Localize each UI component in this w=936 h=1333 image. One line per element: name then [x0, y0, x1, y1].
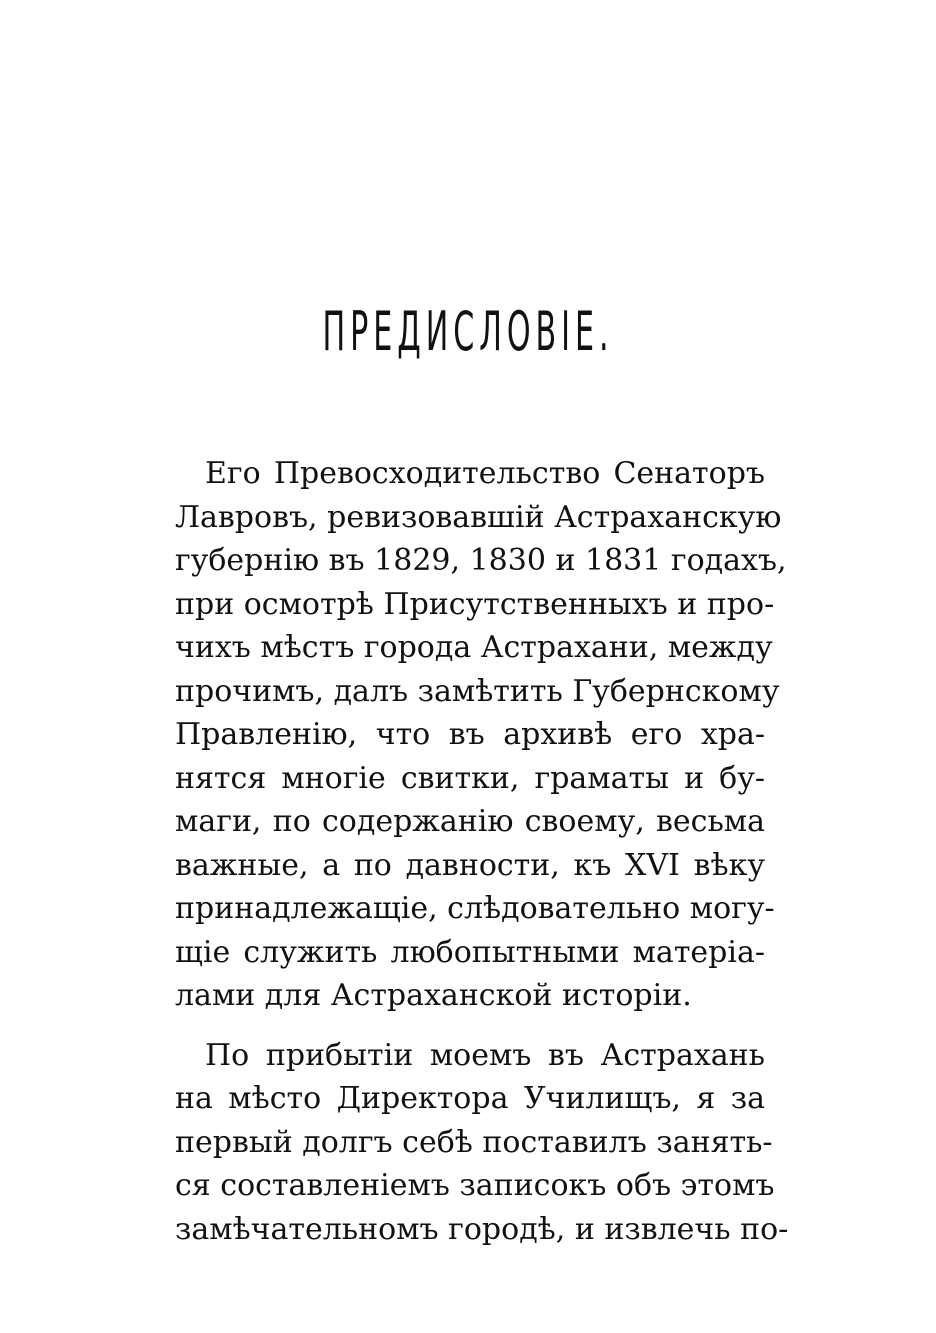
text-line: нятся многіе свитки, граматы и бу-: [175, 760, 765, 796]
paragraph-spacer: [175, 1018, 765, 1034]
preface-text: [175, 452, 789, 1251]
text-line: прочимъ, далъ замѣтить Губернскому: [175, 673, 780, 709]
text-line: Лавровъ, ревизовавшій Астраханскую: [175, 499, 782, 535]
text-line: замѣчательномъ городѣ, и извлечь по-: [175, 1211, 789, 1247]
text-line: маги, по содержанію своему, весьма: [175, 804, 765, 839]
paragraph-1: [175, 452, 787, 1018]
text-line: щіе служить любопытными матеріа-: [175, 934, 765, 970]
text-line: губернію въ 1829, 1830 и 1831 годахъ,: [175, 543, 787, 578]
paragraph-2: [175, 1034, 789, 1252]
text-line: Правленію, что въ архивѣ его хра-: [175, 717, 765, 752]
text-line: По прибытіи моемъ въ Астрахань: [205, 1037, 765, 1073]
text-line: ся составленіемъ записокъ объ этомъ: [175, 1168, 775, 1203]
text-line: важные, а по давности, къ XVI вѣку: [175, 847, 765, 883]
text-line: на мѣсто Директора Училищъ, я за: [175, 1081, 765, 1116]
text-line: чихъ мѣстъ города Астрахани, между: [175, 630, 773, 665]
text-line: лами для Астраханской исторіи.: [175, 978, 692, 1013]
text-line: принадлежащіе, слѣдовательно могу-: [175, 891, 775, 926]
text-line: Его Превосходительство Сенаторъ: [205, 456, 765, 491]
text-line: первый долгъ себѣ поставилъ занять-: [175, 1124, 773, 1160]
text-line: при осмотрѣ Присутственныхъ и про-: [175, 586, 775, 622]
page-title: ПРЕДИСЛОВІЕ.: [322, 300, 614, 363]
